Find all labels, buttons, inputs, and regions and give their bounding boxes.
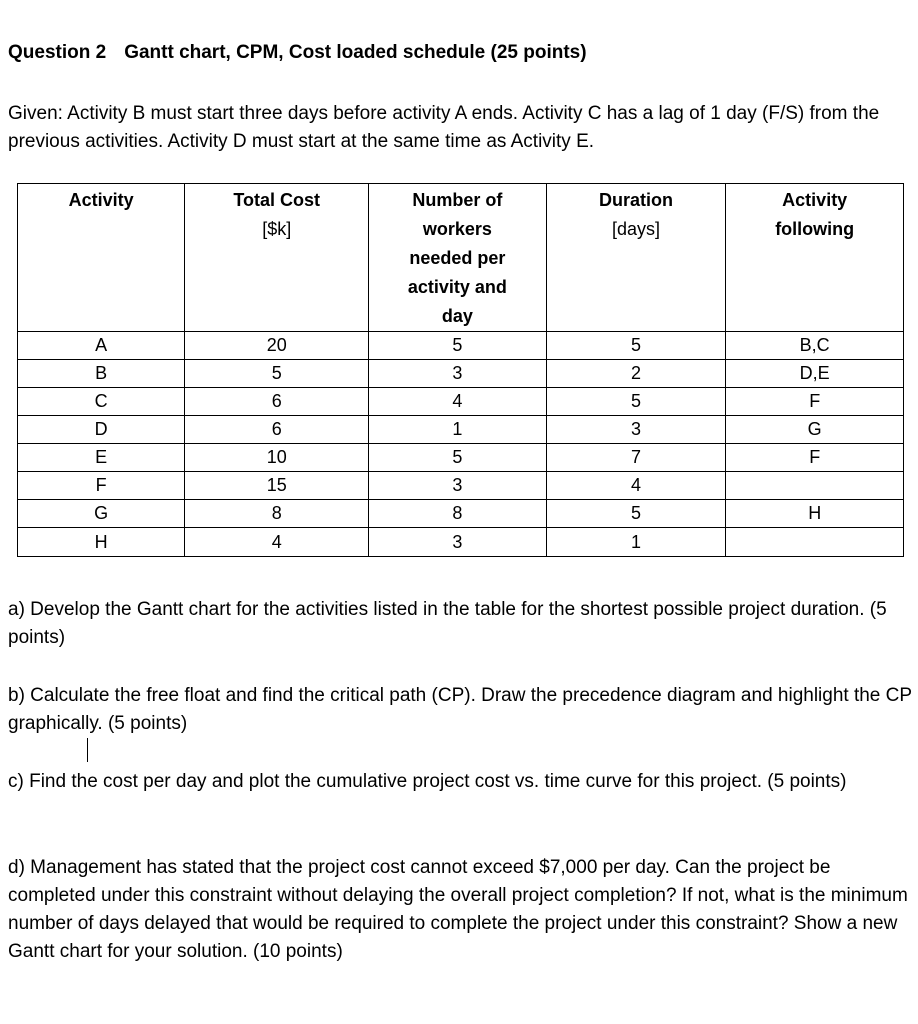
question-b: b) Calculate the free float and find the critical path (CP). Draw the precedence diagram and highlight the CP graphically. (5 points) <box>8 685 912 734</box>
cell-activity: B <box>18 360 185 388</box>
question-title <box>8 42 587 64</box>
cell-duration: 4 <box>546 472 726 500</box>
activity-table <box>17 183 904 557</box>
cell-workers: 3 <box>369 360 547 388</box>
header-activity: Activity <box>18 184 185 332</box>
table-row <box>18 528 904 557</box>
cell-cost: 6 <box>185 388 369 416</box>
table-row <box>18 500 904 528</box>
cell-workers: 3 <box>369 472 547 500</box>
table-row <box>18 360 904 388</box>
header-duration-unit: [days] <box>612 219 661 239</box>
question-c: c) Find the cost per day and plot the cumulative project cost vs. time curve for this project. (5 points) <box>8 771 847 792</box>
cell-cost: 8 <box>185 500 369 528</box>
cell-cost: 5 <box>185 360 369 388</box>
question-number: Question 2 <box>8 42 107 63</box>
given-statement: Given: Activity B must start three days before activity A ends. Activity C has a lag of 1 day (F/S) from the previous activities. Activity D must start at the same time as Activity E. <box>8 103 880 152</box>
header-total-cost: Total Cost [$k] <box>185 184 369 332</box>
cell-cost: 20 <box>185 332 369 360</box>
cell-activity: F <box>18 472 185 500</box>
cell-activity: E <box>18 444 185 472</box>
cell-duration: 2 <box>546 360 726 388</box>
cell-cost: 15 <box>185 472 369 500</box>
cell-workers: 5 <box>369 332 547 360</box>
cell-cost: 6 <box>185 416 369 444</box>
cell-cost: 4 <box>185 528 369 557</box>
cell-following: D,E <box>726 360 904 388</box>
cell-cost: 10 <box>185 444 369 472</box>
header-total-cost-unit: [$k] <box>262 219 292 239</box>
cell-following: F <box>726 388 904 416</box>
question-a: a) Develop the Gantt chart for the activities listed in the table for the shortest possible project duration. (5 points) <box>8 599 887 648</box>
cell-activity: A <box>18 332 185 360</box>
table-row <box>18 472 904 500</box>
cell-following: H <box>726 500 904 528</box>
table-row <box>18 416 904 444</box>
header-workers: Number of workers needed per activity and day <box>369 184 547 332</box>
cell-duration: 5 <box>546 388 726 416</box>
cell-following <box>726 528 904 557</box>
cell-duration: 5 <box>546 500 726 528</box>
header-activity-following: Activity following <box>726 184 904 332</box>
cell-following: F <box>726 444 904 472</box>
question-heading: Gantt chart, CPM, Cost loaded schedule (25 points) <box>124 42 587 63</box>
table-header-row <box>18 184 904 332</box>
cell-workers: 4 <box>369 388 547 416</box>
question-d: d) Management has stated that the project cost cannot exceed $7,000 per day. Can the project be completed under this constraint without delaying the overall project completion? If not, what is the minimum number of days delayed that would be required to complete the project under this constraint? Show a new Gantt chart for your solution. (10 points) <box>8 857 908 962</box>
cell-duration: 1 <box>546 528 726 557</box>
cell-following: B,C <box>726 332 904 360</box>
table-row <box>18 332 904 360</box>
cell-workers: 3 <box>369 528 547 557</box>
cell-activity: D <box>18 416 185 444</box>
header-duration: Duration [days] <box>546 184 726 332</box>
cell-following: G <box>726 416 904 444</box>
cell-workers: 1 <box>369 416 547 444</box>
cell-workers: 8 <box>369 500 547 528</box>
cell-activity: G <box>18 500 185 528</box>
text-cursor <box>87 738 88 762</box>
cell-activity: H <box>18 528 185 557</box>
cell-duration: 5 <box>546 332 726 360</box>
cell-following <box>726 472 904 500</box>
cell-duration: 7 <box>546 444 726 472</box>
cell-activity: C <box>18 388 185 416</box>
table-row <box>18 388 904 416</box>
table-row <box>18 444 904 472</box>
cell-duration: 3 <box>546 416 726 444</box>
cell-workers: 5 <box>369 444 547 472</box>
